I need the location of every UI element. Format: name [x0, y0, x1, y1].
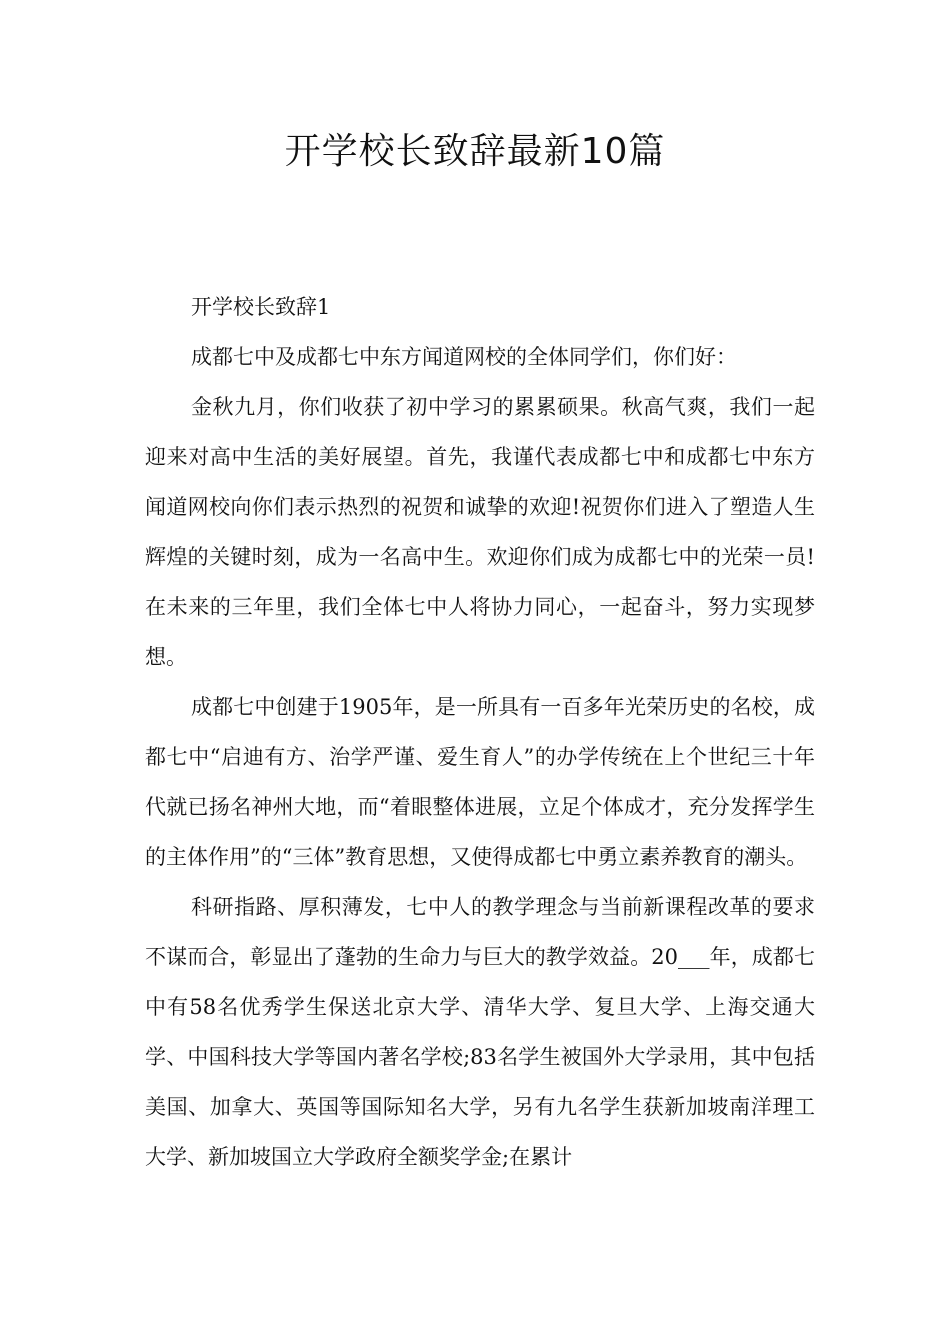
greeting-paragraph: 成都七中及成都七中东方闻道网校的全体同学们，你们好：	[191, 345, 737, 369]
section-heading: 开学校长致辞1	[191, 295, 331, 319]
body-paragraph: 科研指路、厚积薄发，七中人的教学理念与当前新课程改革的要求不谋而合，彰显出了蓬勃的生命力与巨大的教学效益。20___年，成都七中有58名优秀学生保送北京大学、清华大学、复旦大学、上海交通大学、中国科技大学等国内著名学校;83名学生被国外大学录用，其中包括美国、加拿大、英国等国际知名大学，另有九名学生获新加坡南洋理工大学、新加坡国立大学政府全额奖学金;在累计	[145, 895, 815, 1169]
document-title: 开学校长致辞最新10篇	[284, 131, 666, 172]
document-body	[145, 282, 815, 1182]
body-paragraph: 成都七中创建于1905年，是一所具有一百多年光荣历史的名校，成都七中“启迪有方、治学严谨、爱生育人”的办学传统在上个世纪三十年代就已扬名神州大地，而“着眼整体进展，立足个体成才，充分发挥学生的主体作用”的“三体”教育思想，又使得成都七中勇立素养教育的潮头。	[145, 695, 815, 869]
body-paragraph: 金秋九月，你们收获了初中学习的累累硕果。秋高气爽，我们一起迎来对高中生活的美好展望。首先，我谨代表成都七中和成都七中东方闻道网校向你们表示热烈的祝贺和诚挚的欢迎!祝贺你们进入了塑造人生辉煌的关键时刻，成为一名高中生。欢迎你们成为成都七中的光荣一员!在未来的三年里，我们全体七中人将协力同心，一起奋斗，努力实现梦想。	[145, 395, 815, 669]
